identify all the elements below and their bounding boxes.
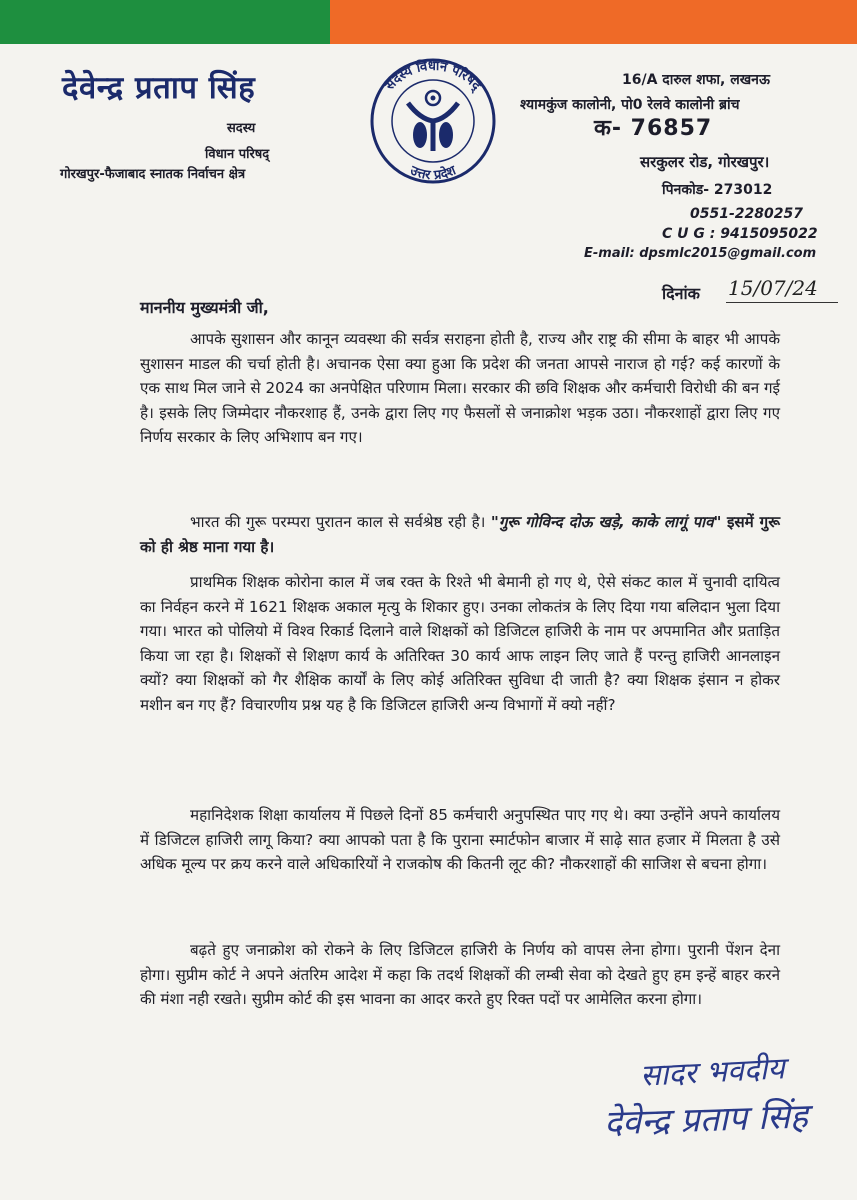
address-email: E-mail: dpsmlc2015@gmail.com — [584, 246, 817, 261]
address-line-4: सरकुलर रोड, गोरखपुर। — [640, 153, 770, 171]
header-band-gap — [0, 44, 857, 50]
signature-line-2: देवेन्द्र प्रताप सिंह — [603, 1096, 809, 1144]
svg-text:सदस्य विधान परिषद् — [382, 58, 485, 95]
date-underline — [726, 302, 838, 303]
signature-line-1: सादर भवदीय — [639, 1051, 786, 1094]
address-line-2: श्यामकुंज कालोनी, पो0 रेलवे कालोनी ब्रांच — [520, 97, 740, 113]
address-cug: C U G : 9415095022 — [662, 226, 818, 242]
date-label: दिनांक — [662, 284, 700, 303]
paragraph-5: बढ़ते हुए जनाक्रोश को रोकने के लिए डिजिटल हाजिरी के निर्णय को वापस लेना होगा। पुरानी पेंशन देना होगा। सुप्रीम कोर्ट ने अपने अंतरिम आदेश में कहा कि तदर्थ शिक्षकों की लम्बी सेवा को देखते हुए हम इन्हें बाहर करने की मंशा नही रखते। सुप्रीम कोर्ट की इस भावना का आदर करते हुए रिक्त पदों पर आमेलित करना होगा। — [140, 941, 780, 1008]
address-line-3: क- 76857 — [594, 116, 713, 141]
council-emblem-icon — [358, 55, 508, 185]
header-band-green — [0, 0, 330, 44]
sender-constituency: गोरखपुर-फैजाबाद स्नातक निर्वाचन क्षेत्र — [60, 167, 246, 182]
sender-designation: सदस्य — [227, 121, 256, 136]
paragraph-2-quote: "गुरू गोविन्द दोऊ खड़े, काके लागूं पाव" — [490, 513, 722, 531]
paragraph-2 — [140, 510, 780, 559]
emblem-bottom-text: उत्तर प्रदेश — [407, 163, 459, 184]
paragraph-2-end: इसमें गुरू को ही श्रेष्ठ माना गया है। — [140, 513, 781, 556]
paragraph-1: आपके सुशासन और कानून व्यवस्था की सर्वत्र सराहना होती है, राज्य और राष्ट्र की सीमा के बाहर भी आपके सुशासन माडल की चर्चा होती है। अचानक ऐसा क्या हुआ कि प्रदेश की जनता आपसे नाराज हो गई? कई कारणों के एक साथ मिल जाने से 2024 का अनपेक्षित परिणाम मिला। सरकार की छवि शिक्षक और कर्मचारी विरोधी की बन गई है। इसके लिए जिम्मेदार नौकरशाह हैं, उनके द्वारा लिए गए फैसलों से जनाक्रोश भड़क उठा। नौकरशाहों द्वारा लिए गए निर्णय सरकार के लिए अभिशाप बन गए। — [140, 330, 780, 446]
address-phone: 0551-2280257 — [690, 206, 803, 222]
salutation: माननीय मुख्यमंत्री जी, — [140, 298, 269, 317]
paragraph-2-start: भारत की गुरू परम्परा पुरातन काल से सर्वश्रेष्ठ रही है। — [190, 513, 486, 531]
paragraph-4: महानिदेशक शिक्षा कार्यालय में पिछले दिनों 85 कर्मचारी अनुपस्थित पाए गए थे। क्या उन्होंने अपने कार्यालय में डिजिटल हाजिरी लागू किया? क्या आपको पता है कि पुराना स्मार्टफोन बाजार में साढ़े सात हजार में मिलता है उसे अधिक मूल्य पर क्रय करने वाले अधिकारियों ने राजकोष की कितनी लूट की? नौकरशाहों की साजिश से बचना होगा। — [140, 806, 780, 873]
sender-name: देवेन्द्र प्रताप सिंह — [62, 70, 256, 106]
sender-council: विधान परिषद् — [205, 147, 270, 162]
address-line-1: 16/A दारुल शफा, लखनऊ — [622, 72, 770, 88]
header-band-orange — [330, 0, 857, 44]
date-value: 15/07/24 — [728, 276, 818, 300]
emblem-top-text: सदस्य विधान परिषद् — [382, 58, 484, 94]
address-pincode: पिनकोड- 273012 — [662, 182, 773, 198]
paragraph-3: प्राथमिक शिक्षक कोरोना काल में जब रक्त के रिश्ते भी बेमानी हो गए थे, ऐसे संकट काल में चुनावी दायित्व का निर्वहन करने में 1621 शिक्षक अकाल मृत्यु के शिकार हुए। उनका लोकतंत्र के लिए दिया गया बलिदान भुला दिया गया। भारत को पोलियो में विश्व रिकार्ड दिलाने वाले शिक्षकों को डिजिटल हाजिरी के नाम पर अपमानित और प्रताड़ित किया जा रहा है। शिक्षकों से शिक्षण कार्य के अतिरिक्त 30 कार्य आफ लाइन लिए जाते हैं परन्तु हाजिरी आनलाइन क्यों? क्या शिक्षकों को गैर शैक्षिक कार्यों के लिए कोई अतिरिक्त सुविधा दी जाती है? क्या शिक्षक इंसान न होकर मशीन बन गए हैं? विचारणीय प्रश्न यह है कि डिजिटल हाजिरी अन्य विभागों में क्यो नहीं? — [140, 573, 780, 714]
